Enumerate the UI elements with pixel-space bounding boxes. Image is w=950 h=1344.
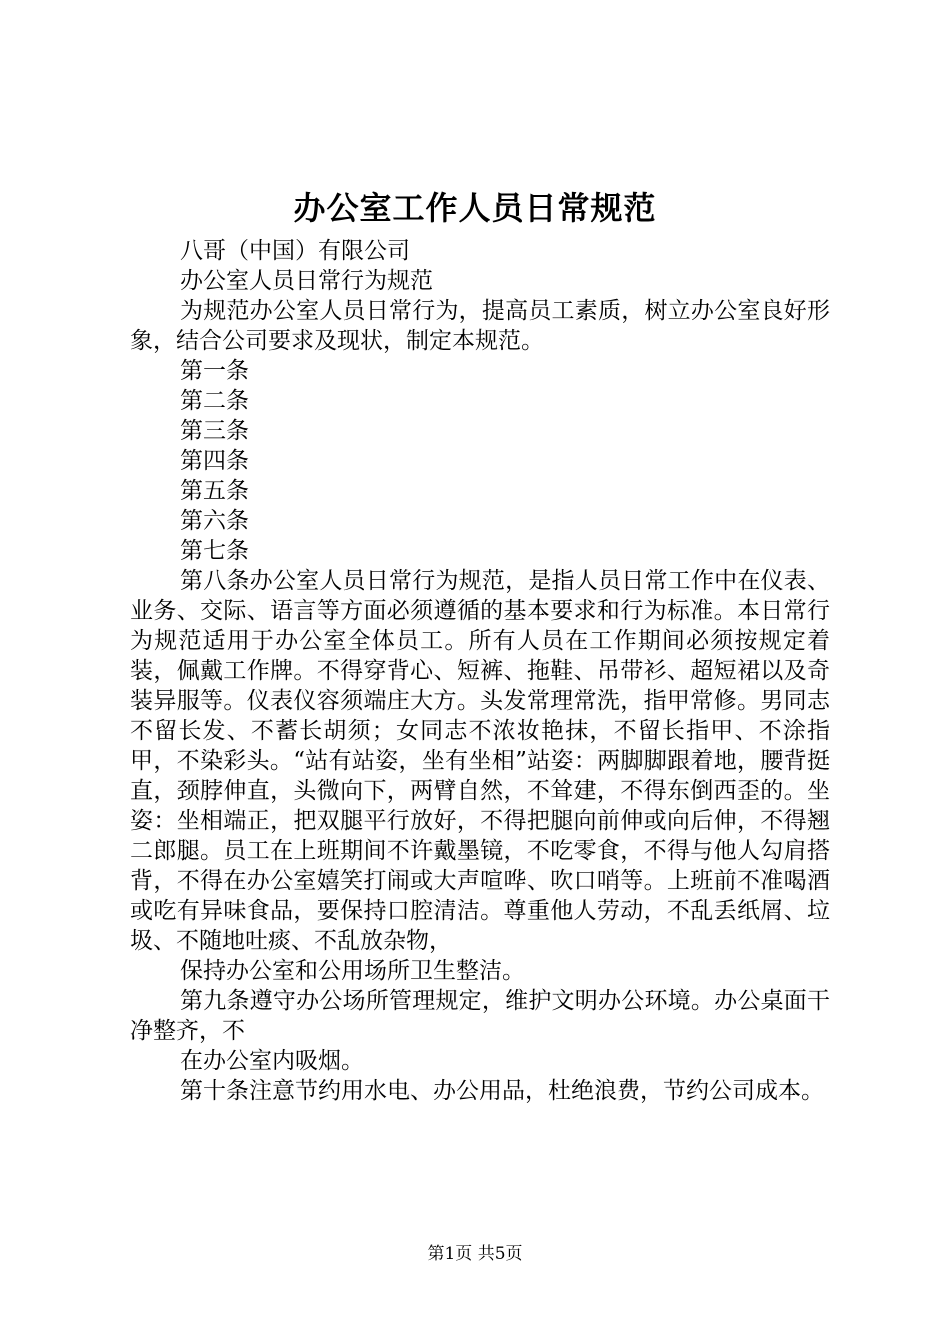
article-4: 第四条	[180, 448, 249, 474]
article-9: 第九条遵守办公场所管理规定，维护文明办公环境。办公桌面干净整齐，不	[130, 988, 830, 1044]
article-2: 第二条	[180, 388, 249, 414]
article-5: 第五条	[180, 478, 249, 504]
article-7: 第七条	[180, 538, 249, 564]
company-name: 八哥（中国）有限公司	[180, 238, 410, 264]
article-1: 第一条	[180, 358, 249, 384]
page-footer: 第1页 共5页	[427, 1244, 523, 1264]
document-title: 办公室工作人员日常规范	[293, 189, 657, 227]
section-heading: 办公室人员日常行为规范	[180, 268, 433, 294]
document-body	[130, 236, 830, 1106]
article-3: 第三条	[180, 418, 249, 444]
article-8: 第八条办公室人员日常行为规范，是指人员日常工作中在仪表、业务、交际、语言等方面必须遵循的基本要求和行为标准。本日常行为规范适用于办公室全体员工。所有人员在工作期间必须按规定着装，佩戴工作牌。不得穿背心、短裤、拖鞋、吊带衫、超短裙以及奇装异服等。仪表仪容须端庄大方。头发常理常洗，指甲常修。男同志不留长发、不蓄长胡须；女同志不浓妆艳抹，不留长指甲、不涂指甲，不染彩头。“站有站姿，坐有坐相”站姿：两脚脚跟着地，腰背挺直，颈脖伸直，头微向下，两臂自然，不耸建，不得东倒西歪的。坐姿：坐相端正，把双腿平行放好，不得把腿向前伸或向后伸，不得翘二郎腿。员工在上班期间不许戴墨镜，不吃零食，不得与他人勾肩搭背，不得在办公室嬉笑打闹或大声喧哗、吹口哨等。上班前不准喝酒或吃有异味食品，要保持口腔清洁。尊重他人劳动，不乱丢纸屑、垃圾、不随地吐痰、不乱放杂物，	[130, 568, 830, 954]
intro-paragraph: 为规范办公室人员日常行为，提高员工素质，树立办公室良好形象，结合公司要求及现状，制定本规范。	[130, 298, 830, 354]
article-9-continued: 在办公室内吸烟。	[180, 1048, 364, 1074]
article-8-continued: 保持办公室和公用场所卫生整洁。	[180, 958, 525, 984]
article-6: 第六条	[180, 508, 249, 534]
article-10: 第十条注意节约用水电、办公用品，杜绝浪费，节约公司成本。	[180, 1078, 824, 1104]
